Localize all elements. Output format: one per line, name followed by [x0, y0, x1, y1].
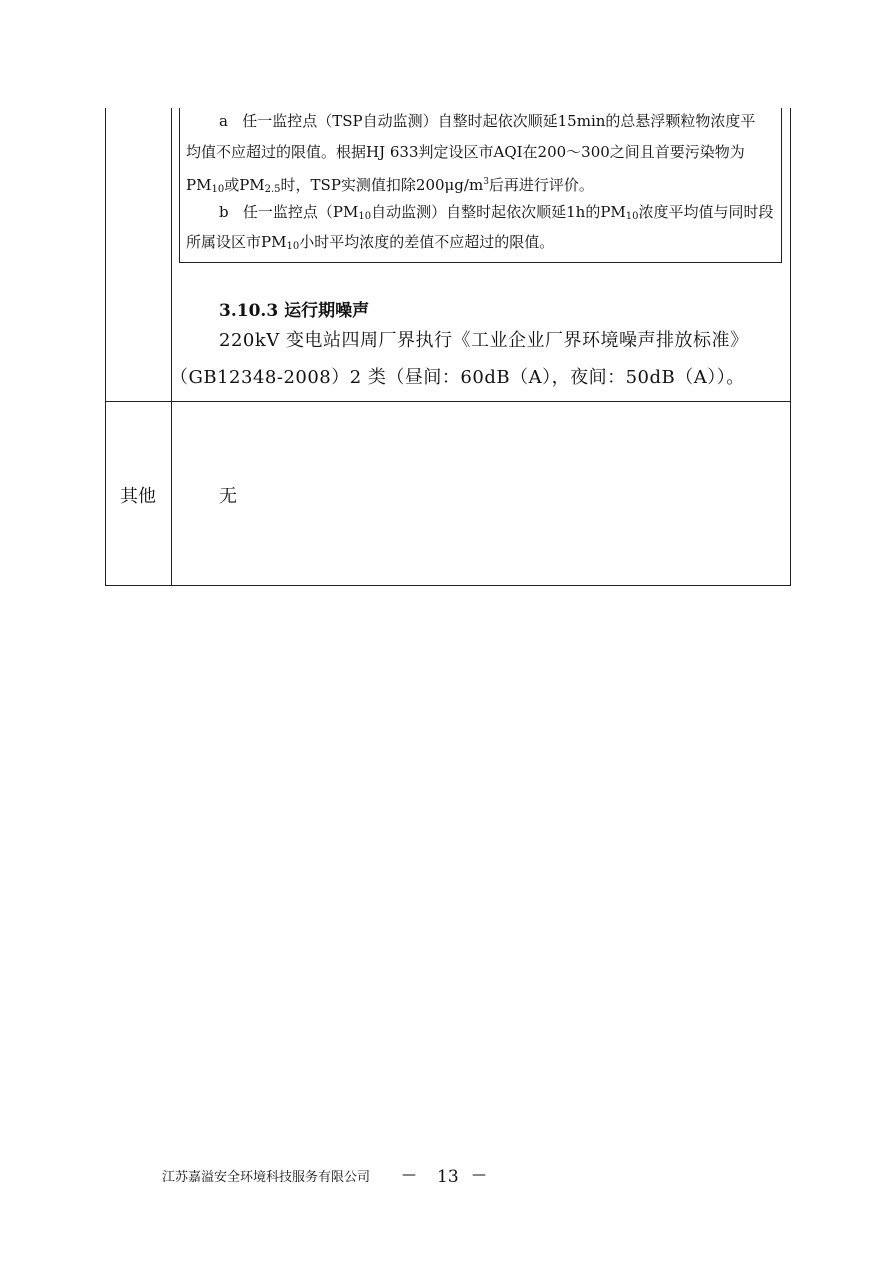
footer-company: 江苏嘉溢安全环境科技服务有限公司 — [162, 1170, 371, 1185]
table-left-border — [105, 108, 106, 586]
note-a-line-2: 均值不应超过的限值。根据HJ 633判定设区市AQI在200～300之间且首要污染物为 — [186, 143, 745, 161]
note-a-line-1: a 任一监控点（TSP自动监测）自整时起依次顺延15min的总悬浮颗粒物浓度平 — [219, 112, 756, 130]
note-b-line-2: 所属设区市$PM_{10}$小时平均浓度的差值不应超过的限值。 — [186, 233, 555, 252]
note-b-label: b — [219, 203, 229, 221]
footer-dash-left: — — [402, 1167, 416, 1183]
table-row-divider — [105, 401, 791, 402]
table-bottom-border — [105, 585, 791, 586]
footer-dash-right: — — [472, 1167, 486, 1183]
other-row-label: 其他 — [120, 486, 156, 507]
note-a-label: a — [219, 112, 228, 130]
table-column-divider — [171, 108, 172, 586]
section-paragraph-line-1: 220kV 变电站四周厂界执行《工业企业厂界环境噪声排放标准》 — [219, 330, 749, 351]
section-heading: 3.10.3 运行期噪声 — [219, 301, 370, 321]
other-row-value: 无 — [219, 486, 237, 507]
page-number: 13 — [437, 1167, 459, 1187]
section-paragraph-line-2: （GB12348-2008）2 类（昼间：60dB（A），夜间：50dB（A））。 — [170, 367, 745, 388]
table-right-border — [790, 108, 791, 586]
note-a-line-3: $PM_{10}$或$PM_{2.5}$时，TSP实测值扣除$200\mu g/m^3$后再进行评价。 — [186, 176, 594, 195]
note-b-line-1: b 任一监控点（$PM_{10}$自动监测）自整时起依次顺延1h的$PM_{10}$浓度平均值与同时段 — [219, 203, 774, 222]
